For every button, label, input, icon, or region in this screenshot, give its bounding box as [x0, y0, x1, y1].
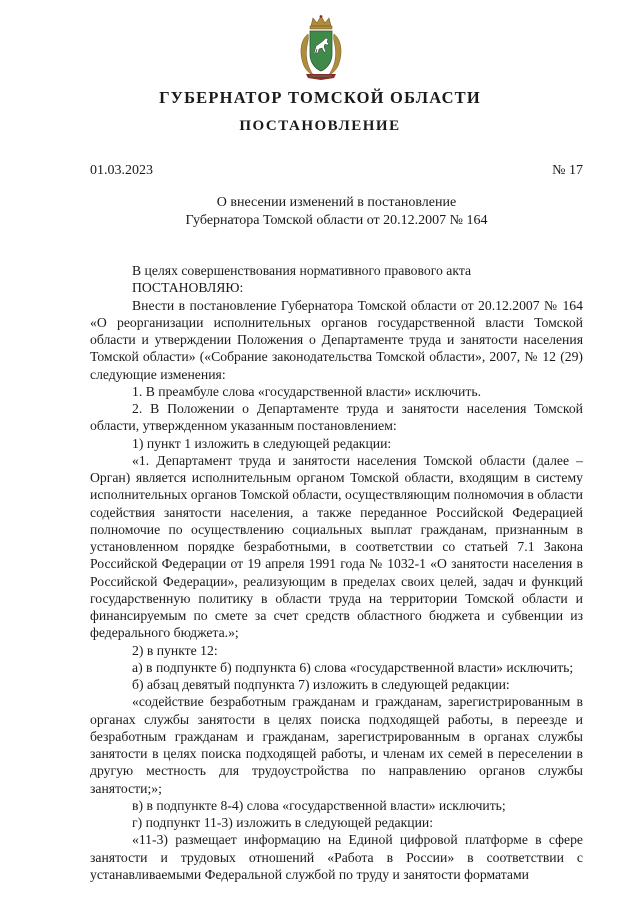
- paragraph-subitem-b: б) абзац девятый подпункта 7) изложить в следующей редакции:: [132, 677, 510, 692]
- paragraph-quote-2: «содействие безработным гражданам и гражданам, зарегистрированным в органах службы занятости в целях поиска подходящей работы, в переезде и безработным гражданам и гражданам, зарегистрированным в органах службы занятости в целях поиска подходящей работы, и членам их семей в переселении в другую местность для трудоустройства по направлению органов службы занятости;»;: [90, 694, 583, 796]
- decree-number: № 17: [552, 163, 583, 178]
- paragraph-subitem-g: г) подпункт 11-3) изложить в следующей редакции:: [132, 815, 434, 830]
- paragraph-subitem-1: 1) пункт 1 изложить в следующей редакции:: [132, 435, 392, 451]
- paragraph-resolve: ПОСТАНОВЛЯЮ:: [132, 280, 244, 296]
- paragraph-item-2: 2. В Положении о Департаменте труда и занятости населения Томской области, утвержденном указанным постановлением:: [90, 401, 583, 434]
- decree-date: 01.03.2023: [90, 163, 153, 178]
- decree-body: [90, 262, 583, 883]
- paragraph-subitem-v: в) в подпункте 8-4) слова «государственной власти» исключить;: [132, 797, 506, 813]
- paragraph-item-1: 1. В преамбуле слова «государственной власти» исключить.: [132, 383, 482, 399]
- paragraph-amend: Внести в постановление Губернатора Томской области от 20.12.2007 № 164 «О реорганизации исполнительных органов государственной власти Томской области и утверждении Положения о Департаменте труда и занятости населения Томской области» («Собрание законодательства Томской области», 2007, № 12 (29) следующие изменения:: [90, 297, 583, 382]
- paragraph-subitem-a: а) в подпункте б) подпункта 6) слова «государственной власти» исключить;: [132, 659, 574, 675]
- decree-subject: [90, 194, 583, 229]
- subject-line: О внесении изменений в постановление: [216, 195, 457, 210]
- paragraph-purpose: В целях совершенствования нормативного правового акта: [132, 263, 472, 278]
- coat-of-arms-icon: [296, 14, 346, 82]
- document-type: ПОСТАНОВЛЕНИЕ: [239, 118, 401, 134]
- paragraph-quote-3: «11-3) размещает информацию на Единой цифровой платформе в сфере занятости и трудовых отношений «Работа в России» в соответствии с устанавливаемыми Федеральной службой по труду и занятости форматами: [90, 832, 583, 882]
- governor-title: ГУБЕРНАТОР ТОМСКОЙ ОБЛАСТИ: [159, 88, 481, 107]
- paragraph-subitem-2: 2) в пункте 12:: [132, 642, 218, 658]
- paragraph-quote-1: «1. Департамент труда и занятости населения Томской области (далее – Орган) является исполнительным органом Томской области, входящим в систему исполнительных органов Томской области, осуществляющим полномочия в области содействия занятости населения, а также переданное Российской Федерацией полномочие по осуществлению социальных выплат гражданам, признанным в установленном порядке безработными, в соответствии со статьей 7.1 Закона Российской Федерации от 19 апреля 1991 года № 1032-1 «О занятости населения в Российской Федерации», реализующим в пределах своих целей, задач и функций государственную политику в области труда на территории Томской области и финансируемым по смете за счет средств областного бюджета и субвенции из федерального бюджета.»;: [90, 452, 583, 641]
- subject-line: Губернатора Томской области от 20.12.2007 № 164: [185, 212, 488, 228]
